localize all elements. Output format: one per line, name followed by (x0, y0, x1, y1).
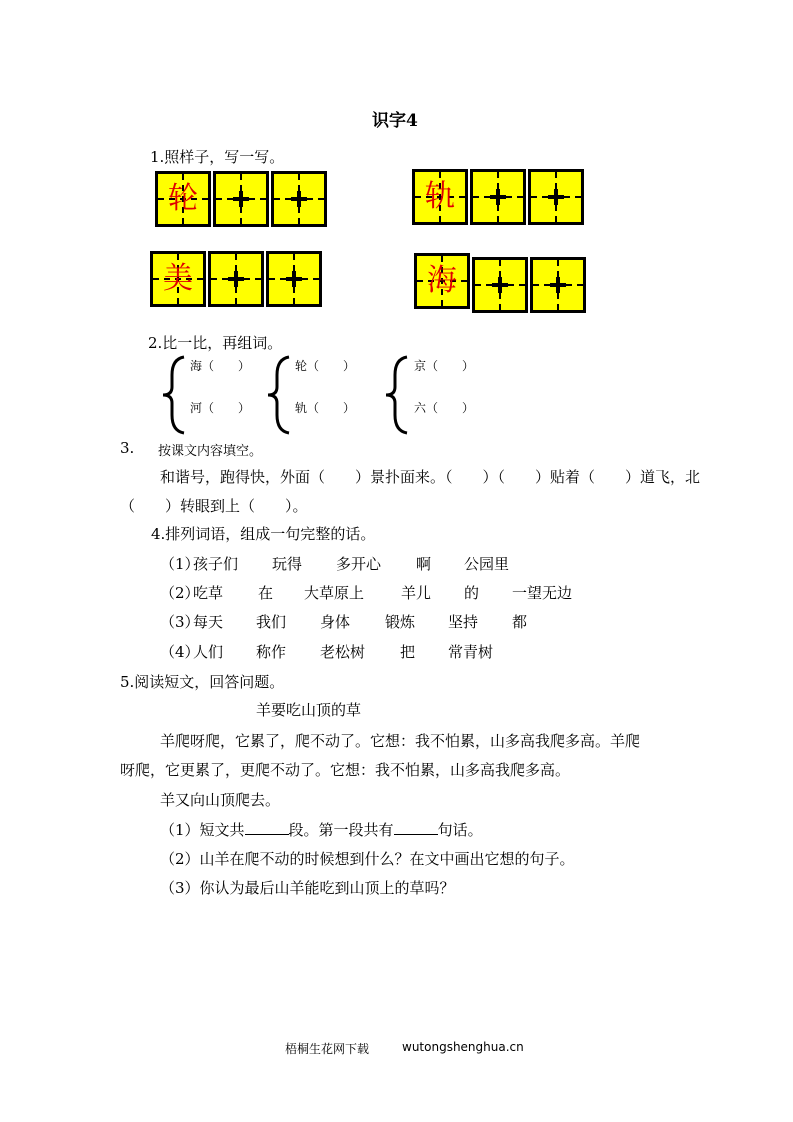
grid-row-4 (414, 253, 586, 313)
grid-cell[interactable] (528, 169, 584, 225)
q4-word: 的 (464, 584, 480, 602)
example-char: 轮 (168, 181, 198, 216)
grid-cell-example (412, 169, 468, 225)
q5-question-3: （3）你认为最后山羊能吃到山顶上的草吗？ (160, 879, 455, 897)
answer-blank[interactable] (245, 820, 289, 835)
q2-word: 轮（ ） (295, 359, 356, 373)
q4-word: 在 (258, 584, 274, 602)
grid-row-1 (155, 171, 327, 227)
q5-heading: 5.阅读短文，回答问题。 (120, 673, 285, 691)
grid-cell[interactable] (266, 251, 322, 307)
passage-line-2: 呀爬，它更累了，更爬不动了。它想：我不怕累，山多高我爬多高。 (120, 761, 571, 779)
footer-site-name: 梧桐生花网下载 (285, 1042, 370, 1056)
q5-question-1-text: 句话。 (437, 821, 483, 839)
example-char: 海 (427, 263, 457, 298)
answer-blank[interactable] (394, 820, 438, 835)
footer-url[interactable]: wutongshenghua.cn (402, 1040, 524, 1054)
grid-cell[interactable] (472, 257, 528, 313)
q3-heading: 按课文内容填空。 (158, 444, 263, 459)
q4-word: 羊儿 (401, 584, 432, 602)
q2-heading: 2.比一比，再组词。 (148, 334, 283, 352)
q4-word: 常青树 (448, 643, 494, 661)
q2-word: 京（ ） (414, 359, 475, 373)
q5-question-1-text: （1）短文共 (160, 821, 245, 839)
grid-cell[interactable] (470, 169, 526, 225)
grid-cell[interactable] (271, 171, 327, 227)
q4-heading: 4.排列词语，组成一句完整的话。 (151, 525, 376, 543)
q3-number: 3. (120, 439, 135, 457)
grid-cell-example (155, 171, 211, 227)
brace-1 (160, 355, 188, 435)
q4-word: 公园里 (464, 555, 510, 573)
q2-word: 河（ ） (190, 401, 251, 415)
q4-word: 都 (512, 613, 528, 631)
q2-word: 轨（ ） (295, 401, 356, 415)
grid-cell[interactable] (208, 251, 264, 307)
q4-word: 我们 (256, 613, 287, 631)
q3-line-2: （ ）转眼到上（ ）。 (120, 497, 308, 515)
q5-question-1 (160, 820, 483, 840)
q4-word: 老松树 (320, 643, 366, 661)
grid-cell-example (150, 251, 206, 307)
q5-question-1-text: 段。第一段共有 (288, 821, 394, 839)
grid-row-3 (150, 251, 322, 307)
q4-word: 吃草 (193, 584, 224, 602)
q4-word: 玩得 (272, 555, 303, 573)
q4-word: 称作 (256, 643, 287, 661)
q4-word: 一望无边 (512, 584, 573, 602)
q4-word: 大草原上 (304, 584, 365, 602)
q4-num: （2） (160, 584, 200, 602)
q1-heading: 1.照样子，写一写。 (150, 148, 285, 166)
q4-word: 坚持 (448, 613, 479, 631)
q4-num: （1） (160, 555, 200, 573)
q4-num: （4） (160, 643, 200, 661)
q4-word: 每天 (193, 613, 224, 631)
brace-3 (383, 355, 411, 435)
passage-title: 羊要吃山顶的草 (256, 701, 362, 719)
page-title: 识字4 (372, 111, 418, 131)
grid-cell[interactable] (213, 171, 269, 227)
q4-word: 锻炼 (385, 613, 416, 631)
q4-word: 多开心 (336, 555, 382, 573)
passage-line-3: 羊又向山顶爬去。 (160, 791, 281, 809)
q2-word: 六（ ） (414, 401, 475, 415)
brace-2 (265, 355, 293, 435)
q3-line-1: 和谐号，跑得快，外面（ ）景扑面来。（ ）（ ）贴着（ ）道飞，北 (160, 468, 701, 486)
example-char: 轨 (425, 179, 455, 214)
q4-word: 人们 (193, 643, 224, 661)
grid-cell[interactable] (530, 257, 586, 313)
passage-line-1: 羊爬呀爬，它累了，爬不动了。它想：我不怕累，山多高我爬多高。羊爬 (160, 732, 641, 750)
q4-num: （3） (160, 613, 200, 631)
q4-word: 把 (400, 643, 416, 661)
q5-question-2: （2）山羊在爬不动的时候想到什么？在文中画出它想的句子。 (160, 850, 575, 868)
q4-word: 孩子们 (193, 555, 239, 573)
q2-word: 海（ ） (190, 359, 251, 373)
q4-word: 身体 (320, 613, 351, 631)
grid-row-2 (412, 169, 584, 225)
example-char: 美 (163, 261, 193, 296)
grid-cell-example (414, 253, 470, 309)
q4-word: 啊 (416, 555, 432, 573)
